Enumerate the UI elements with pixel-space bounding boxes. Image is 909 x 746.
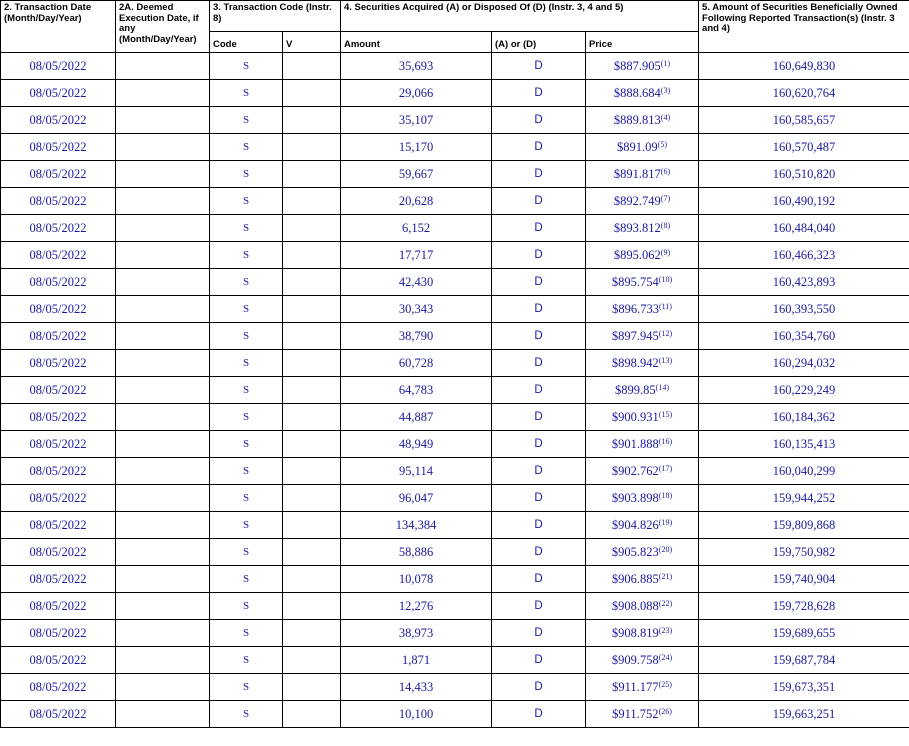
deemed-execution-date-cell: [116, 215, 210, 242]
footnote-ref: (21): [658, 571, 673, 581]
a-or-d-cell: D: [492, 377, 586, 404]
transaction-code-cell: S: [210, 485, 283, 512]
transaction-date-cell: 08/05/2022: [1, 701, 116, 728]
footnote-ref: (18): [658, 490, 673, 500]
price-cell: [586, 620, 699, 647]
amount-cell: 1,871: [341, 647, 492, 674]
deemed-execution-date-cell: [116, 188, 210, 215]
transaction-date-cell: 08/05/2022: [1, 404, 116, 431]
amount-cell: 10,100: [341, 701, 492, 728]
transaction-date-cell: 08/05/2022: [1, 215, 116, 242]
a-or-d-cell: D: [492, 53, 586, 80]
price-cell: [586, 188, 699, 215]
amount-owned-following-cell: 160,354,760: [699, 323, 909, 350]
price-value: $888.684: [613, 85, 661, 100]
footnote-ref: (12): [658, 328, 673, 338]
v-cell: [283, 512, 341, 539]
price-value: $889.813: [613, 112, 661, 127]
footnote-ref: (24): [658, 652, 673, 662]
transaction-code-cell: S: [210, 566, 283, 593]
a-or-d-cell: D: [492, 188, 586, 215]
price-cell: [586, 242, 699, 269]
amount-cell: 95,114: [341, 458, 492, 485]
footnote-ref: (14): [655, 382, 669, 392]
v-cell: [283, 323, 341, 350]
header-securities-acquired-disposed: 4. Securities Acquired (A) or Disposed Of (D) (Instr. 3, 4 and 5): [341, 1, 699, 32]
amount-cell: 58,886: [341, 539, 492, 566]
amount-owned-following-cell: 160,294,032: [699, 350, 909, 377]
table-row: [1, 269, 909, 296]
v-cell: [283, 647, 341, 674]
price-cell: [586, 269, 699, 296]
transaction-date-cell: 08/05/2022: [1, 431, 116, 458]
amount-owned-following-cell: 160,620,764: [699, 80, 909, 107]
footnote-ref: (20): [658, 544, 673, 554]
header-price: Price: [586, 32, 699, 53]
table-row: [1, 323, 909, 350]
table-row: [1, 350, 909, 377]
table-row: [1, 107, 909, 134]
v-cell: [283, 269, 341, 296]
amount-owned-following-cell: 160,585,657: [699, 107, 909, 134]
transaction-code-cell: S: [210, 674, 283, 701]
amount-owned-following-cell: 160,184,362: [699, 404, 909, 431]
transaction-code-cell: S: [210, 53, 283, 80]
v-cell: [283, 539, 341, 566]
footnote-ref: (15): [658, 409, 673, 419]
transaction-date-cell: 08/05/2022: [1, 161, 116, 188]
price-value: $911.177: [612, 679, 659, 694]
price-cell: [586, 701, 699, 728]
footnote-ref: (19): [658, 517, 673, 527]
amount-owned-following-cell: 160,229,249: [699, 377, 909, 404]
amount-cell: 42,430: [341, 269, 492, 296]
v-cell: [283, 296, 341, 323]
amount-owned-following-cell: 160,484,040: [699, 215, 909, 242]
transaction-code-cell: S: [210, 701, 283, 728]
transaction-code-cell: S: [210, 242, 283, 269]
footnote-ref: (22): [658, 598, 673, 608]
deemed-execution-date-cell: [116, 539, 210, 566]
table-row: [1, 458, 909, 485]
a-or-d-cell: D: [492, 458, 586, 485]
deemed-execution-date-cell: [116, 350, 210, 377]
transaction-date-cell: 08/05/2022: [1, 323, 116, 350]
price-value: $895.754: [611, 274, 659, 289]
price-value: $891.09: [617, 139, 658, 154]
table-row: [1, 377, 909, 404]
transaction-code-cell: S: [210, 404, 283, 431]
transaction-code-cell: S: [210, 269, 283, 296]
header-deemed-execution-date: 2A. Deemed Execution Date, if any (Month/Day/Year): [116, 1, 210, 53]
price-value: $911.752: [612, 706, 659, 721]
transaction-code-cell: S: [210, 215, 283, 242]
price-value: $898.942: [611, 355, 659, 370]
price-value: $897.945: [611, 328, 659, 343]
amount-cell: 96,047: [341, 485, 492, 512]
transaction-date-cell: 08/05/2022: [1, 512, 116, 539]
amount-owned-following-cell: 160,393,550: [699, 296, 909, 323]
price-cell: [586, 107, 699, 134]
transaction-code-cell: S: [210, 512, 283, 539]
deemed-execution-date-cell: [116, 431, 210, 458]
transaction-code-cell: S: [210, 161, 283, 188]
table-row: [1, 161, 909, 188]
a-or-d-cell: D: [492, 107, 586, 134]
amount-owned-following-cell: 160,040,299: [699, 458, 909, 485]
amount-cell: 59,667: [341, 161, 492, 188]
price-value: $887.905: [613, 58, 661, 73]
footnote-ref: (17): [658, 463, 673, 473]
transaction-date-cell: 08/05/2022: [1, 377, 116, 404]
transaction-date-cell: 08/05/2022: [1, 53, 116, 80]
table-row: [1, 647, 909, 674]
amount-cell: 35,693: [341, 53, 492, 80]
a-or-d-cell: D: [492, 215, 586, 242]
footnote-ref: (5): [657, 139, 667, 149]
price-cell: [586, 674, 699, 701]
a-or-d-cell: D: [492, 296, 586, 323]
transaction-date-cell: 08/05/2022: [1, 242, 116, 269]
amount-owned-following-cell: 159,750,982: [699, 539, 909, 566]
table-row: [1, 674, 909, 701]
transaction-code-cell: S: [210, 134, 283, 161]
price-cell: [586, 80, 699, 107]
v-cell: [283, 674, 341, 701]
transaction-date-cell: 08/05/2022: [1, 593, 116, 620]
footnote-ref: (16): [658, 436, 673, 446]
a-or-d-cell: D: [492, 431, 586, 458]
table-row: [1, 431, 909, 458]
table-row: [1, 404, 909, 431]
amount-owned-following-cell: 159,673,351: [699, 674, 909, 701]
header-amount: Amount: [341, 32, 492, 53]
amount-owned-following-cell: 160,510,820: [699, 161, 909, 188]
deemed-execution-date-cell: [116, 269, 210, 296]
amount-cell: 6,152: [341, 215, 492, 242]
v-cell: [283, 107, 341, 134]
price-cell: [586, 593, 699, 620]
amount-cell: 30,343: [341, 296, 492, 323]
table-row: [1, 701, 909, 728]
price-cell: [586, 134, 699, 161]
footnote-ref: (23): [658, 625, 673, 635]
transaction-code-cell: S: [210, 188, 283, 215]
transaction-date-cell: 08/05/2022: [1, 458, 116, 485]
price-value: $903.898: [611, 490, 659, 505]
amount-cell: 29,066: [341, 80, 492, 107]
amount-owned-following-cell: 160,423,893: [699, 269, 909, 296]
footnote-ref: (8): [660, 220, 671, 230]
transaction-date-cell: 08/05/2022: [1, 188, 116, 215]
v-cell: [283, 458, 341, 485]
v-cell: [283, 134, 341, 161]
table-row: [1, 134, 909, 161]
deemed-execution-date-cell: [116, 242, 210, 269]
price-cell: [586, 161, 699, 188]
a-or-d-cell: D: [492, 350, 586, 377]
price-cell: [586, 458, 699, 485]
price-value: $908.819: [611, 625, 659, 640]
v-cell: [283, 242, 341, 269]
a-or-d-cell: D: [492, 701, 586, 728]
amount-owned-following-cell: 159,740,904: [699, 566, 909, 593]
price-cell: [586, 431, 699, 458]
amount-cell: 15,170: [341, 134, 492, 161]
amount-owned-following-cell: 159,728,628: [699, 593, 909, 620]
transaction-date-cell: 08/05/2022: [1, 350, 116, 377]
amount-owned-following-cell: 159,809,868: [699, 512, 909, 539]
table-row: [1, 53, 909, 80]
amount-owned-following-cell: 160,649,830: [699, 53, 909, 80]
header-transaction-code: 3. Transaction Code (Instr. 8): [210, 1, 341, 32]
price-cell: [586, 350, 699, 377]
transaction-date-cell: 08/05/2022: [1, 269, 116, 296]
transaction-code-cell: S: [210, 539, 283, 566]
footnote-ref: (1): [660, 58, 671, 68]
header-a-or-d: (A) or (D): [492, 32, 586, 53]
a-or-d-cell: D: [492, 134, 586, 161]
price-value: $895.062: [613, 247, 661, 262]
price-cell: [586, 215, 699, 242]
a-or-d-cell: D: [492, 620, 586, 647]
price-cell: [586, 377, 699, 404]
v-cell: [283, 215, 341, 242]
table-row: [1, 242, 909, 269]
price-value: $900.931: [611, 409, 659, 424]
deemed-execution-date-cell: [116, 458, 210, 485]
v-cell: [283, 377, 341, 404]
header-v: V: [283, 32, 341, 53]
v-cell: [283, 53, 341, 80]
footnote-ref: (9): [660, 247, 671, 257]
amount-cell: 134,384: [341, 512, 492, 539]
amount-owned-following-cell: 159,663,251: [699, 701, 909, 728]
deemed-execution-date-cell: [116, 53, 210, 80]
amount-owned-following-cell: 159,944,252: [699, 485, 909, 512]
amount-cell: 10,078: [341, 566, 492, 593]
table-row: [1, 593, 909, 620]
amount-cell: 48,949: [341, 431, 492, 458]
footnote-ref: (26): [658, 706, 672, 716]
amount-owned-following-cell: 159,689,655: [699, 620, 909, 647]
amount-cell: 14,433: [341, 674, 492, 701]
amount-owned-following-cell: 160,135,413: [699, 431, 909, 458]
amount-cell: 12,276: [341, 593, 492, 620]
transaction-code-cell: S: [210, 620, 283, 647]
transaction-code-cell: S: [210, 458, 283, 485]
table-row: [1, 188, 909, 215]
amount-cell: 35,107: [341, 107, 492, 134]
price-value: $906.885: [611, 571, 659, 586]
deemed-execution-date-cell: [116, 161, 210, 188]
a-or-d-cell: D: [492, 593, 586, 620]
deemed-execution-date-cell: [116, 566, 210, 593]
v-cell: [283, 620, 341, 647]
price-cell: [586, 539, 699, 566]
deemed-execution-date-cell: [116, 296, 210, 323]
v-cell: [283, 593, 341, 620]
price-cell: [586, 296, 699, 323]
price-value: $892.749: [613, 193, 661, 208]
v-cell: [283, 350, 341, 377]
price-value: $904.826: [611, 517, 659, 532]
amount-owned-following-cell: 160,466,323: [699, 242, 909, 269]
v-cell: [283, 188, 341, 215]
amount-owned-following-cell: 160,570,487: [699, 134, 909, 161]
price-cell: [586, 53, 699, 80]
transaction-code-cell: S: [210, 431, 283, 458]
transaction-date-cell: 08/05/2022: [1, 647, 116, 674]
deemed-execution-date-cell: [116, 485, 210, 512]
price-value: $905.823: [611, 544, 659, 559]
amount-cell: 38,973: [341, 620, 492, 647]
deemed-execution-date-cell: [116, 674, 210, 701]
a-or-d-cell: D: [492, 269, 586, 296]
price-cell: [586, 566, 699, 593]
table-row: [1, 539, 909, 566]
price-cell: [586, 647, 699, 674]
price-value: $896.733: [612, 301, 659, 316]
transaction-date-cell: 08/05/2022: [1, 566, 116, 593]
transaction-code-cell: S: [210, 647, 283, 674]
footnote-ref: (10): [658, 274, 673, 284]
footnote-ref: (7): [660, 193, 671, 203]
v-cell: [283, 701, 341, 728]
table-row: [1, 215, 909, 242]
deemed-execution-date-cell: [116, 323, 210, 350]
deemed-execution-date-cell: [116, 377, 210, 404]
a-or-d-cell: D: [492, 161, 586, 188]
a-or-d-cell: D: [492, 512, 586, 539]
amount-cell: 60,728: [341, 350, 492, 377]
a-or-d-cell: D: [492, 242, 586, 269]
transaction-code-cell: S: [210, 593, 283, 620]
footnote-ref: (13): [658, 355, 673, 365]
price-cell: [586, 404, 699, 431]
price-value: $902.762: [611, 463, 659, 478]
footnote-ref: (25): [658, 679, 672, 689]
table-row: [1, 512, 909, 539]
price-value: $899.85: [615, 382, 656, 397]
transaction-date-cell: 08/05/2022: [1, 620, 116, 647]
price-cell: [586, 485, 699, 512]
transaction-rows: [1, 53, 909, 728]
transaction-date-cell: 08/05/2022: [1, 539, 116, 566]
price-value: $901.888: [611, 436, 659, 451]
v-cell: [283, 431, 341, 458]
a-or-d-cell: D: [492, 647, 586, 674]
price-value: $891.817: [613, 166, 661, 181]
a-or-d-cell: D: [492, 539, 586, 566]
a-or-d-cell: D: [492, 485, 586, 512]
transaction-date-cell: 08/05/2022: [1, 107, 116, 134]
table-row: [1, 296, 909, 323]
transaction-code-cell: S: [210, 107, 283, 134]
transaction-date-cell: 08/05/2022: [1, 674, 116, 701]
amount-owned-following-cell: 160,490,192: [699, 188, 909, 215]
transaction-code-cell: S: [210, 377, 283, 404]
amount-cell: 38,790: [341, 323, 492, 350]
transaction-date-cell: 08/05/2022: [1, 134, 116, 161]
footnote-ref: (4): [660, 112, 671, 122]
deemed-execution-date-cell: [116, 512, 210, 539]
deemed-execution-date-cell: [116, 80, 210, 107]
footnote-ref: (11): [658, 301, 672, 311]
amount-owned-following-cell: 159,687,784: [699, 647, 909, 674]
header-amount-owned-following: 5. Amount of Securities Beneficially Owned Following Reported Transaction(s) (Instr. 3 and 4): [699, 1, 909, 53]
deemed-execution-date-cell: [116, 647, 210, 674]
v-cell: [283, 485, 341, 512]
transaction-date-cell: 08/05/2022: [1, 80, 116, 107]
v-cell: [283, 161, 341, 188]
transaction-code-cell: S: [210, 80, 283, 107]
deemed-execution-date-cell: [116, 134, 210, 161]
header-transaction-date: 2. Transaction Date (Month/Day/Year): [1, 1, 116, 53]
transaction-code-cell: S: [210, 350, 283, 377]
transaction-code-cell: S: [210, 296, 283, 323]
price-value: $909.758: [611, 652, 659, 667]
price-value: $908.088: [611, 598, 659, 613]
price-cell: [586, 323, 699, 350]
transaction-date-cell: 08/05/2022: [1, 485, 116, 512]
table-row: [1, 80, 909, 107]
footnote-ref: (6): [660, 166, 671, 176]
transaction-date-cell: 08/05/2022: [1, 296, 116, 323]
table-row: [1, 485, 909, 512]
table-row: [1, 620, 909, 647]
price-cell: [586, 512, 699, 539]
a-or-d-cell: D: [492, 674, 586, 701]
deemed-execution-date-cell: [116, 701, 210, 728]
deemed-execution-date-cell: [116, 593, 210, 620]
amount-cell: 44,887: [341, 404, 492, 431]
footnote-ref: (3): [660, 85, 671, 95]
price-value: $893.812: [613, 220, 661, 235]
amount-cell: 17,717: [341, 242, 492, 269]
table-row: [1, 566, 909, 593]
a-or-d-cell: D: [492, 404, 586, 431]
a-or-d-cell: D: [492, 566, 586, 593]
amount-cell: 64,783: [341, 377, 492, 404]
a-or-d-cell: D: [492, 323, 586, 350]
amount-cell: 20,628: [341, 188, 492, 215]
deemed-execution-date-cell: [116, 404, 210, 431]
v-cell: [283, 404, 341, 431]
header-code: Code: [210, 32, 283, 53]
v-cell: [283, 80, 341, 107]
a-or-d-cell: D: [492, 80, 586, 107]
transaction-code-cell: S: [210, 323, 283, 350]
deemed-execution-date-cell: [116, 107, 210, 134]
v-cell: [283, 566, 341, 593]
deemed-execution-date-cell: [116, 620, 210, 647]
